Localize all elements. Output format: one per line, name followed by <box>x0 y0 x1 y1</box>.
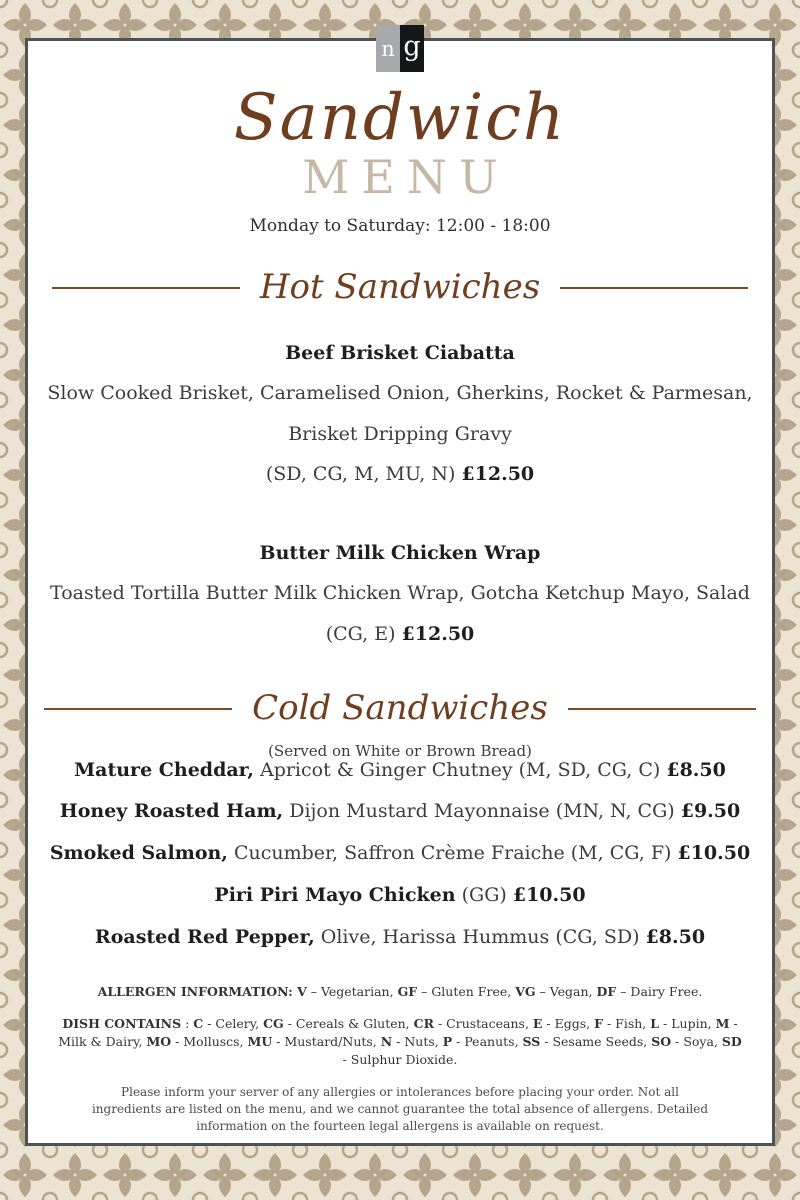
item-name: Roasted Red Pepper, <box>94 926 315 949</box>
menu-item-piri-piri-chicken <box>28 885 772 906</box>
allergen-information-line: ALLERGEN INFORMATION: V – Vegetarian, GF – Gluten Free, VG – Vegan, DF – Dairy Free. <box>97 984 703 1000</box>
opening-hours: Monday to Saturday: 12:00 - 18:00 <box>249 216 551 237</box>
section-heading-hot <box>28 269 772 306</box>
item-description: (GG) <box>461 884 507 907</box>
item-description: Toasted Tortilla Butter Milk Chicken Wrap, Gotcha Ketchup Mayo, Salad <box>50 582 750 605</box>
item-description: Cucumber, Saffron Crème Fraiche (M, CG, F) <box>233 842 672 865</box>
heading-rule-left <box>44 708 232 710</box>
menu-item-smoked-salmon <box>28 843 772 864</box>
item-price: £12.50 <box>461 463 535 486</box>
menu-title-script: Sandwich <box>233 81 567 155</box>
cold-items-list <box>28 760 772 948</box>
item-description: Slow Cooked Brisket, Caramelised Onion, Gherkins, Rocket & Parmesan, <box>47 382 753 405</box>
item-allergens-price <box>28 624 772 645</box>
item-allergens: (SD, CG, M, MU, N) <box>265 463 456 486</box>
section-heading-cold-label: Cold Sandwiches <box>252 688 548 729</box>
brand-logo <box>376 25 424 72</box>
item-description: Dijon Mustard Mayonnaise (MN, N, CG) <box>289 800 675 823</box>
item-name: Beef Brisket Ciabatta <box>285 341 515 364</box>
menu-panel <box>25 38 775 1146</box>
heading-rule-right <box>560 287 748 289</box>
item-price: £10.50 <box>512 884 586 907</box>
item-name: Honey Roasted Ham, <box>59 800 284 823</box>
menu-item-mature-cheddar <box>28 760 772 781</box>
item-price: £8.50 <box>645 926 706 949</box>
item-description: Olive, Harissa Hummus (CG, SD) <box>320 926 640 949</box>
item-price: £9.50 <box>680 800 741 823</box>
section-heading-cold <box>28 690 772 727</box>
logo-letter-g: g <box>400 25 424 72</box>
item-allergens-price <box>28 464 772 485</box>
section-heading-hot-label: Hot Sandwiches <box>259 267 541 308</box>
item-name: Piri Piri Mayo Chicken <box>214 884 456 907</box>
allergen-disclaimer: Please inform your server of any allergies or intolerances before placing your order. Not all ingredients are listed on the menu, and we cannot guarantee the total absence of allergens. Detailed information on the fourteen legal allergens is available on request. <box>91 1085 709 1134</box>
heading-rule-right <box>568 708 756 710</box>
menu-item-beef-brisket <box>28 343 772 485</box>
heading-rule-left <box>52 287 240 289</box>
item-price: £10.50 <box>677 842 751 865</box>
item-allergens: (CG, E) <box>325 622 396 645</box>
item-price: £12.50 <box>401 622 475 645</box>
item-name: Mature Cheddar, <box>74 758 254 781</box>
item-price: £8.50 <box>666 758 726 781</box>
item-name: Smoked Salmon, <box>49 842 228 865</box>
item-description: Apricot & Ginger Chutney (M, SD, CG, C) <box>259 758 661 781</box>
menu-item-buttermilk-wrap <box>28 543 772 645</box>
menu-item-roasted-red-pepper <box>28 927 772 948</box>
item-name: Butter Milk Chicken Wrap <box>259 541 541 564</box>
menu-item-honey-roasted-ham <box>28 801 772 822</box>
bread-note: (Served on White or Brown Bread) <box>268 741 532 760</box>
item-description: Brisket Dripping Gravy <box>288 422 512 445</box>
logo-letter-n: n <box>376 25 400 72</box>
menu-title-caps: MENU <box>302 150 510 205</box>
dish-contains-line: DISH CONTAINS : C - Celery, CG - Cereals & Gluten, CR - Crustaceans, E - Eggs, F - Fish, L - Lupin, M - Milk & Dairy, MO - Molluscs, MU - Mustard/Nuts, N - Nuts, P - Peanuts, SS - Sesame Seeds, SO - Soya, SD - Sulphur Dioxide. <box>58 1016 742 1068</box>
